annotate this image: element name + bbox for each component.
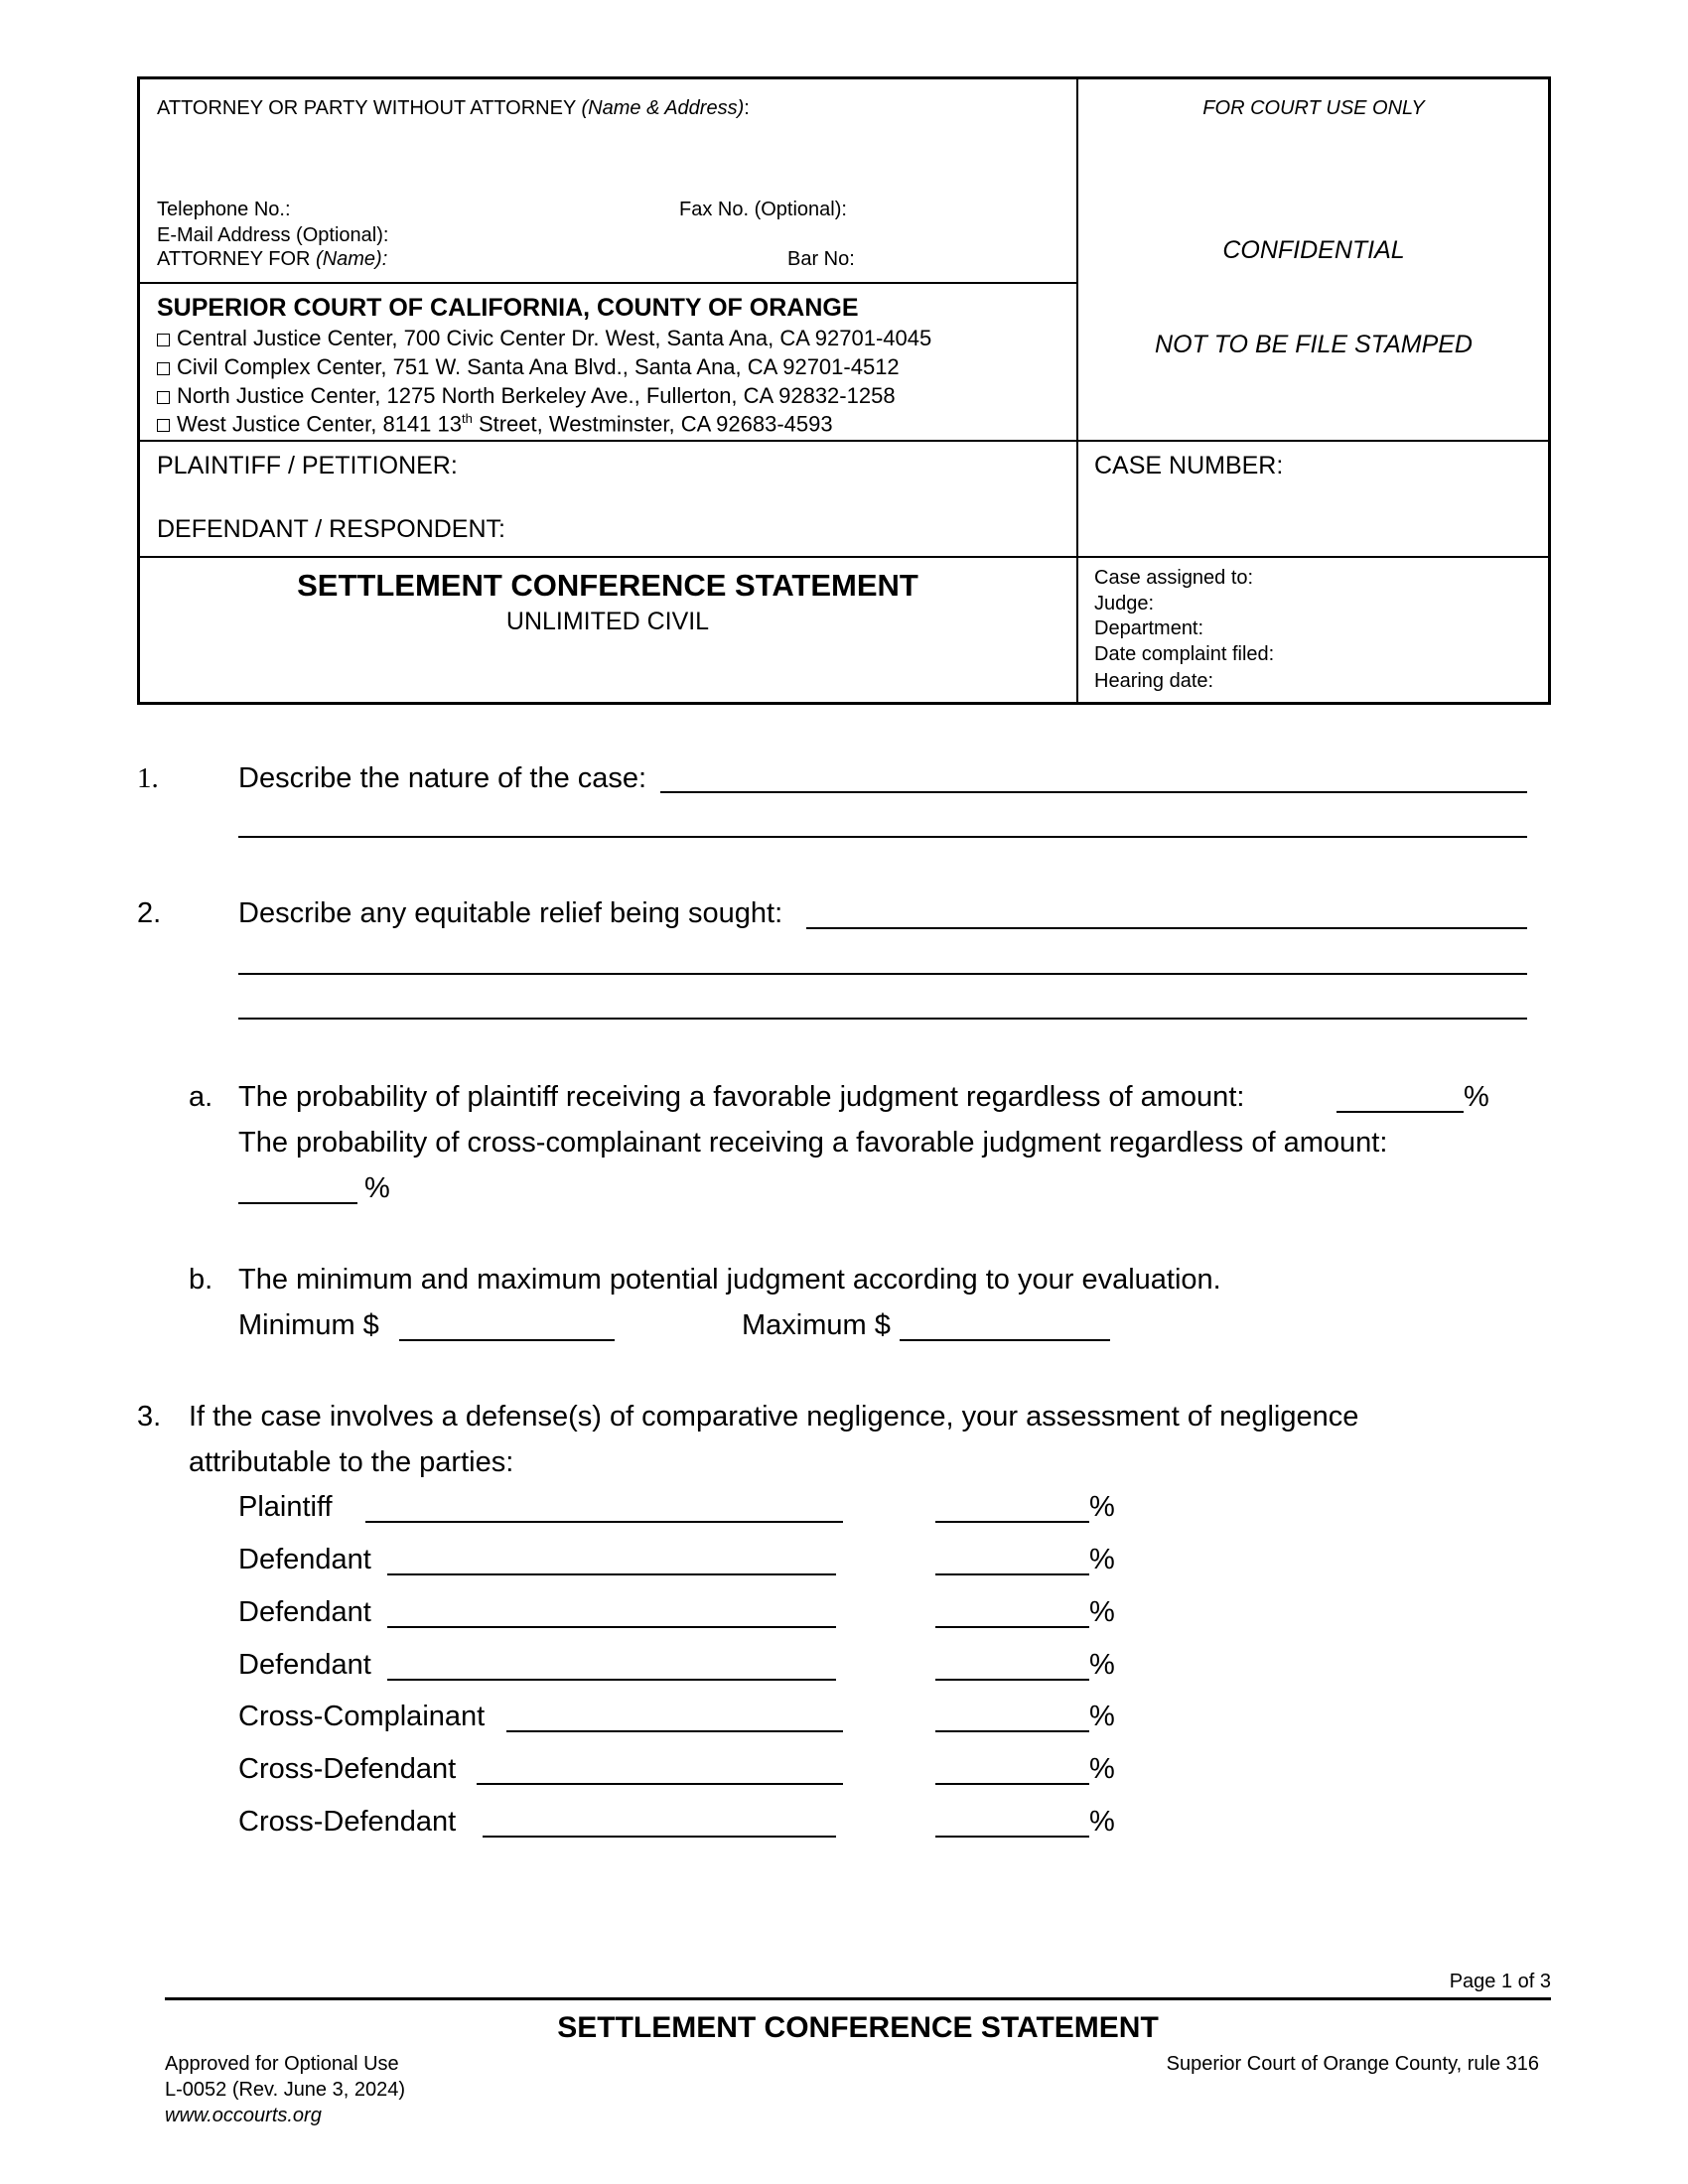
case-assigned-label: Case assigned to:: [1094, 567, 1254, 589]
q2-label: Describe any equitable relief being sought:: [238, 897, 783, 929]
party-percent-field[interactable]: [935, 1730, 1089, 1732]
percent-sign: %: [1089, 1701, 1115, 1732]
percent-sign: %: [1089, 1753, 1115, 1785]
checkbox[interactable]: [157, 419, 170, 432]
telephone-label: Telephone No.:: [157, 199, 291, 220]
party-name-field[interactable]: [483, 1836, 836, 1838]
form-number: L-0052 (Rev. June 3, 2024): [165, 2079, 406, 2101]
approved-label: Approved for Optional Use: [165, 2053, 399, 2075]
item-b-label: b.: [189, 1264, 213, 1296]
percent-sign: %: [1089, 1806, 1115, 1838]
party-label: Plaintiff: [238, 1491, 333, 1523]
percent-sign: %: [1089, 1544, 1115, 1575]
party-name-field[interactable]: [477, 1783, 843, 1785]
party-percent-field[interactable]: [935, 1679, 1089, 1681]
judge-label: Judge:: [1094, 593, 1155, 614]
party-label: Defendant: [238, 1544, 371, 1575]
q1-field-line2[interactable]: [238, 836, 1527, 838]
q3-text-line2: attributable to the parties:: [189, 1446, 514, 1478]
cross-probability-field[interactable]: [238, 1202, 357, 1204]
q2-number: 2.: [137, 897, 162, 929]
q2-field-line2[interactable]: [238, 973, 1527, 975]
party-name-field[interactable]: [387, 1626, 836, 1628]
court-use-label: FOR COURT USE ONLY: [1202, 97, 1425, 119]
percent-sign: %: [1464, 1081, 1489, 1113]
court-name: SUPERIOR COURT OF CALIFORNIA, COUNTY OF ORANGE: [157, 294, 859, 322]
location-north[interactable]: North Justice Center, 1275 North Berkeley Ave., Fullerton, CA 92832-1258: [157, 383, 896, 409]
form-title: SETTLEMENT CONFERENCE STATEMENT: [297, 568, 918, 603]
party-name-field[interactable]: [365, 1521, 843, 1523]
party-name-field[interactable]: [387, 1679, 836, 1681]
location-central[interactable]: Central Justice Center, 700 Civic Center Dr. West, Santa Ana, CA 92701-4045: [157, 326, 931, 351]
percent-sign: %: [1089, 1596, 1115, 1628]
q1-number: 1.: [137, 762, 159, 794]
department-label: Department:: [1094, 617, 1204, 639]
q1-label: Describe the nature of the case:: [238, 762, 647, 794]
item-a-plaintiff-text: The probability of plaintiff receiving a favorable judgment regardless of amount:: [238, 1081, 1245, 1113]
rule-citation: Superior Court of Orange County, rule 316: [1166, 2053, 1539, 2075]
percent-sign: %: [1089, 1649, 1115, 1681]
page-number: Page 1 of 3: [1449, 1971, 1551, 1992]
fax-label: Fax No. (Optional):: [679, 199, 847, 220]
maximum-field[interactable]: [900, 1339, 1110, 1341]
party-label: Defendant: [238, 1649, 371, 1681]
checkbox[interactable]: [157, 362, 170, 375]
item-a-label: a.: [189, 1081, 213, 1113]
email-label: E-Mail Address (Optional):: [157, 224, 389, 246]
party-label: Defendant: [238, 1596, 371, 1628]
footer-title: SETTLEMENT CONFERENCE STATEMENT: [557, 2011, 1159, 2044]
party-percent-field[interactable]: [935, 1783, 1089, 1785]
party-name-field[interactable]: [506, 1730, 843, 1732]
minimum-field[interactable]: [399, 1339, 615, 1341]
item-b-text: The minimum and maximum potential judgment according to your evaluation.: [238, 1264, 1221, 1296]
party-label: Cross-Defendant: [238, 1753, 457, 1785]
q2-field-line1[interactable]: [806, 927, 1527, 929]
defendant-label: DEFENDANT / RESPONDENT:: [157, 515, 505, 543]
checkbox[interactable]: [157, 391, 170, 404]
form-subtitle: UNLIMITED CIVIL: [505, 608, 710, 635]
confidential-label: CONFIDENTIAL: [1222, 236, 1405, 264]
checkbox[interactable]: [157, 334, 170, 346]
party-label: Cross-Defendant: [238, 1806, 457, 1838]
case-number-label: CASE NUMBER:: [1094, 452, 1284, 479]
location-west[interactable]: West Justice Center, 8141 13th Street, Westminster, CA 92683-4593: [157, 411, 833, 437]
hearing-date-label: Hearing date:: [1094, 670, 1214, 692]
plaintiff-label: PLAINTIFF / PETITIONER:: [157, 452, 458, 479]
party-percent-field[interactable]: [935, 1573, 1089, 1575]
website-link[interactable]: www.occourts.org: [165, 2105, 322, 2126]
q2-field-line3[interactable]: [238, 1018, 1527, 1020]
percent-sign: %: [1089, 1491, 1115, 1523]
footer-rule: [165, 1997, 1551, 2000]
attorney-for-label: ATTORNEY FOR (Name):: [157, 248, 388, 270]
party-name-field[interactable]: [387, 1573, 836, 1575]
q3-number: 3.: [137, 1401, 162, 1433]
party-label: Cross-Complainant: [238, 1701, 486, 1732]
attorney-label: ATTORNEY OR PARTY WITHOUT ATTORNEY (Name & Address):: [157, 97, 750, 119]
plaintiff-probability-field[interactable]: [1336, 1111, 1464, 1113]
not-stamped-label: NOT TO BE FILE STAMPED: [1155, 331, 1473, 358]
q3-text-line1: If the case involves a defense(s) of comparative negligence, your assessment of negligence: [189, 1401, 1359, 1433]
bar-no-label: Bar No:: [787, 248, 855, 270]
location-civil-complex[interactable]: Civil Complex Center, 751 W. Santa Ana Blvd., Santa Ana, CA 92701-4512: [157, 354, 900, 380]
maximum-label: Maximum $: [742, 1309, 891, 1341]
item-a-cross-text: The probability of cross-complainant receiving a favorable judgment regardless of amount:: [238, 1127, 1388, 1159]
minimum-label: Minimum $: [238, 1309, 379, 1341]
party-percent-field[interactable]: [935, 1521, 1089, 1523]
percent-sign: %: [364, 1172, 390, 1204]
party-percent-field[interactable]: [935, 1836, 1089, 1838]
date-filed-label: Date complaint filed:: [1094, 643, 1275, 665]
q1-field-line1[interactable]: [660, 791, 1527, 793]
party-percent-field[interactable]: [935, 1626, 1089, 1628]
